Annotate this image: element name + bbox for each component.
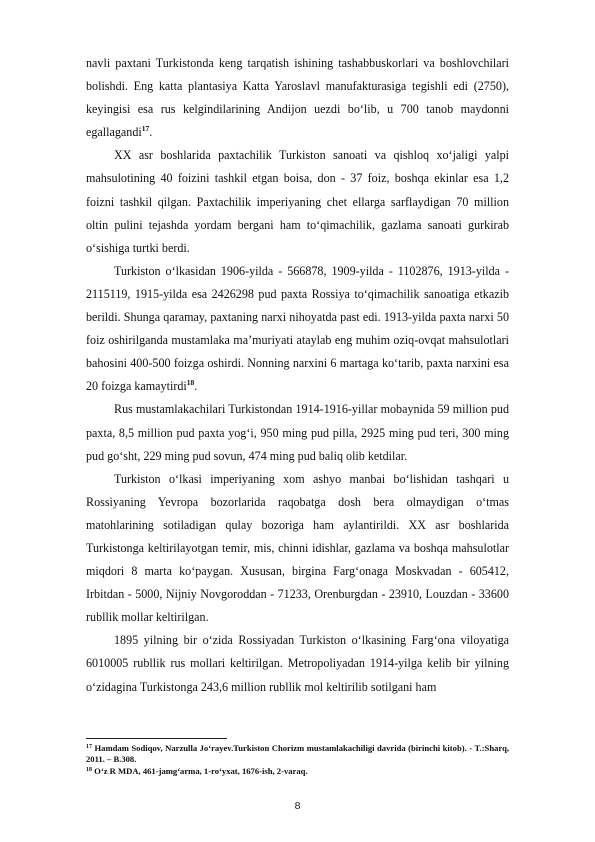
paragraph-6 xyxy=(86,629,509,698)
paragraph-1-text: navli paxtani Turkistonda keng tarqatish ishining tashabbuskorlari va boshlovchilari bolishdi. Eng katta plantasiya Katta Yaroslavl manufakturasiga tegishli edi (2750), keyingisi esa rus kelgindilarining Andijon uezdi boʻlib, u 700 tanob maydonni egallagandi xyxy=(86,56,509,140)
footnote-17 xyxy=(86,743,509,766)
footnotes xyxy=(86,738,509,777)
footnote-ref-17[interactable]: 17 xyxy=(141,124,150,134)
footnote-text: Hamdam Sodiqov, Narzulla Joʻrayev.Turkiston Chorizm mustamlakachiligi davrida (birinchi kitob). - T.:Sharq, 2011. – B.308. xyxy=(86,743,509,765)
footnote-text: Oʻz R MDA, 461-jamgʻarma, 1-roʻyxat, 1676-ish, 2-varaq. xyxy=(92,765,308,776)
paragraph-3-tail: . xyxy=(194,379,198,394)
paragraph-2-text: XX asr boshlarida paxtachilik Turkiston sanoati va qishloq xoʻjaligi yalpi mahsulotining 40 foizini tashkil etgan boisa, don - 37 foiz, boshqa ekinlar esa 1,2 foizni tashkil qilgan. Paxtachilik imperiyaning chet ellarga sarflaydigan 70 million oltin pulini tejashda yordam bergani ham toʻqimachilik, gazlama sanoati gurkirab oʻsishiga turtki berdi. xyxy=(86,148,509,255)
footnote-ref-18[interactable]: 18 xyxy=(186,378,195,388)
footnote-18 xyxy=(86,766,509,777)
paragraph-6-text: 1895 yilning bir oʻzida Rossiyadan Turkiston oʻlkasining Fargʻona viloyatiga 6010005 rubllik rus mollari keltirilgan. Metropoliyadan 1914-yilga kelib bir yilning oʻzidagina Turkistonga 243,6 million rubllik mol keltirilib sotilgani ham xyxy=(86,633,509,694)
paragraph-3 xyxy=(86,260,509,399)
paragraph-1 xyxy=(86,52,509,144)
footnote-mark: 17 xyxy=(86,744,92,750)
paragraph-1-tail: . xyxy=(149,125,153,140)
paragraph-2 xyxy=(86,144,509,259)
page-number: 8 xyxy=(294,800,301,812)
paragraph-3-text: Turkiston oʻlkasidan 1906-yilda - 566878, 1909-yilda - 1102876, 1913-yilda - 2115119, 1915-yilda esa 2426298 pud paxta Rossiya toʻqimachilik sanoatiga etkazib berildi. Shunga qaramay, paxtaning narxi nihoyatda past edi. 1913-yilda paxta narxi 50 foiz oshirilganda mustamlaka ma’muriyati ataylab eng muhim oziq-ovqat mahsulotlari bahosini 400-500 foizga oshirdi. Nonning narxini 6 martaga koʻtarib, paxta narxini esa 20 foizga kamaytirdi xyxy=(86,263,509,394)
paragraph-5-text: Turkiston oʻlkasi imperiyaning xom ashyo manbai boʻlishidan tashqari u Rossiyaning Yevropa bozorlarida raqobatga dosh bera olmaydigan oʻtmas matohlarining sotiladigan qulay bozoriga ham aylantirildi. XX asr boshlarida Turkistonga keltirilayotgan temir, mis, chinni idishlar, gazlama va boshqa mahsulotlar miqdori 8 marta koʻpaygan. Xususan, birgina Fargʻonaga Moskvadan - 605412, Irbitdan - 5000, Nijniy Novgoroddan - 71233, Orenburgdan - 23910, Louzdan - 33600 rubllik mollar keltirilgan. xyxy=(86,471,509,625)
paragraph-4-text: Rus mustamlakachilari Turkistondan 1914-1916-yillar mobaynida 59 million pud paxta, 8,5 million pud paxta yogʻi, 950 ming pud pilla, 2925 ming pud teri, 300 ming pud goʻsht, 229 ming pud sovun, 474 ming pud baliq olib ketdilar. xyxy=(86,402,509,463)
footnote-mark: 18 xyxy=(86,766,92,773)
footnote-divider xyxy=(86,738,227,739)
document-body xyxy=(86,52,509,699)
paragraph-5 xyxy=(86,468,509,630)
paragraph-4 xyxy=(86,398,509,467)
